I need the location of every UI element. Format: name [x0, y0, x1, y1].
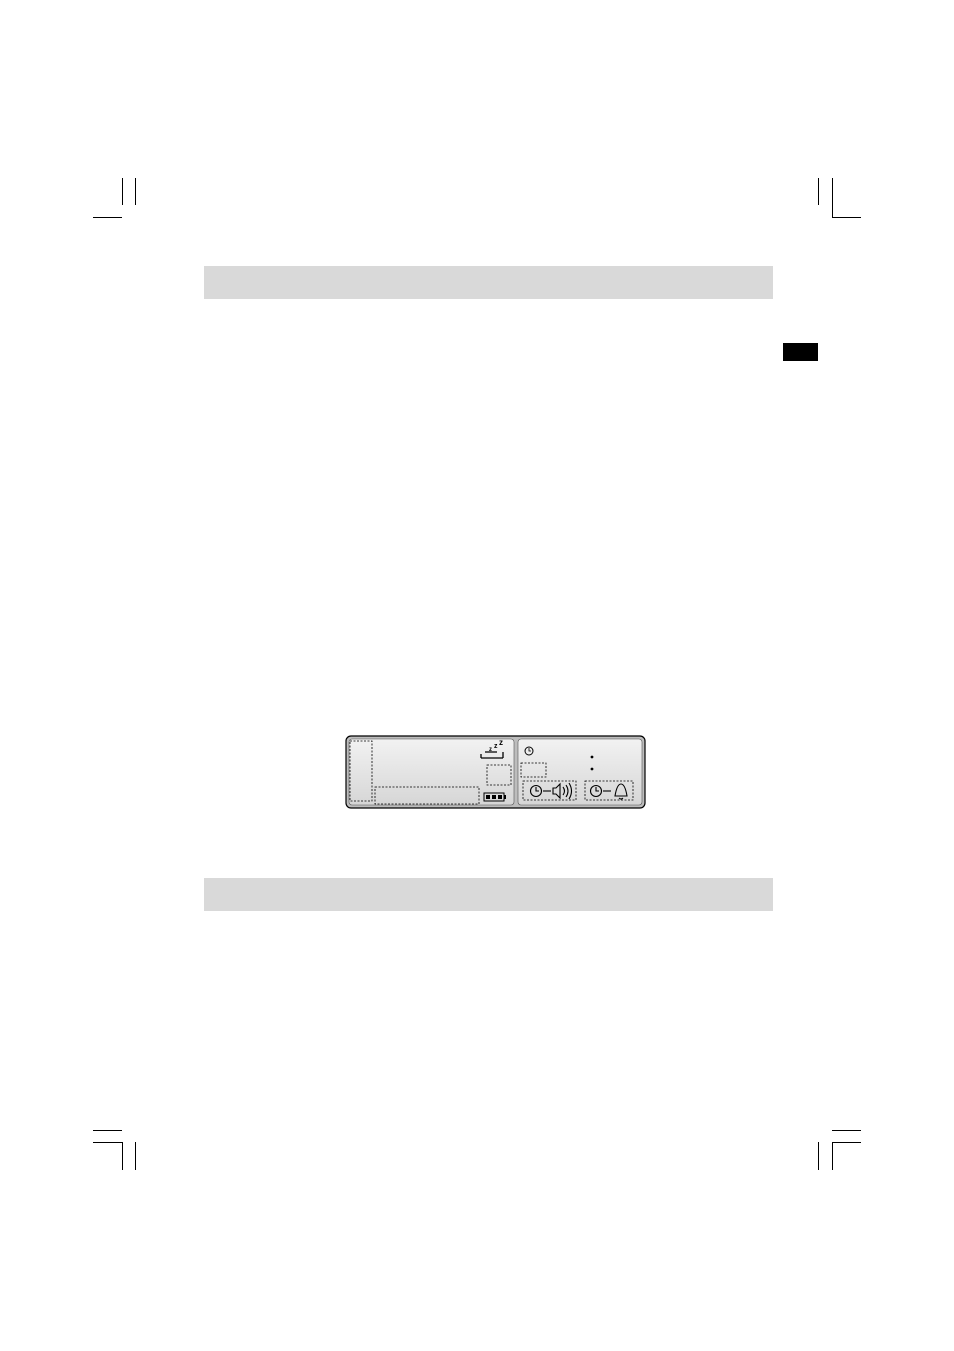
lcd-diagram — [305, 694, 650, 854]
language-badge — [783, 343, 818, 361]
clock-colon — [591, 768, 594, 771]
svg-text:z: z — [499, 738, 503, 747]
clock-colon — [591, 756, 594, 759]
controls-header — [204, 266, 773, 299]
svg-text:z: z — [489, 747, 492, 753]
lcd-right-panel — [518, 739, 642, 805]
lcd-display-header — [204, 878, 773, 911]
svg-text:z: z — [494, 743, 498, 750]
